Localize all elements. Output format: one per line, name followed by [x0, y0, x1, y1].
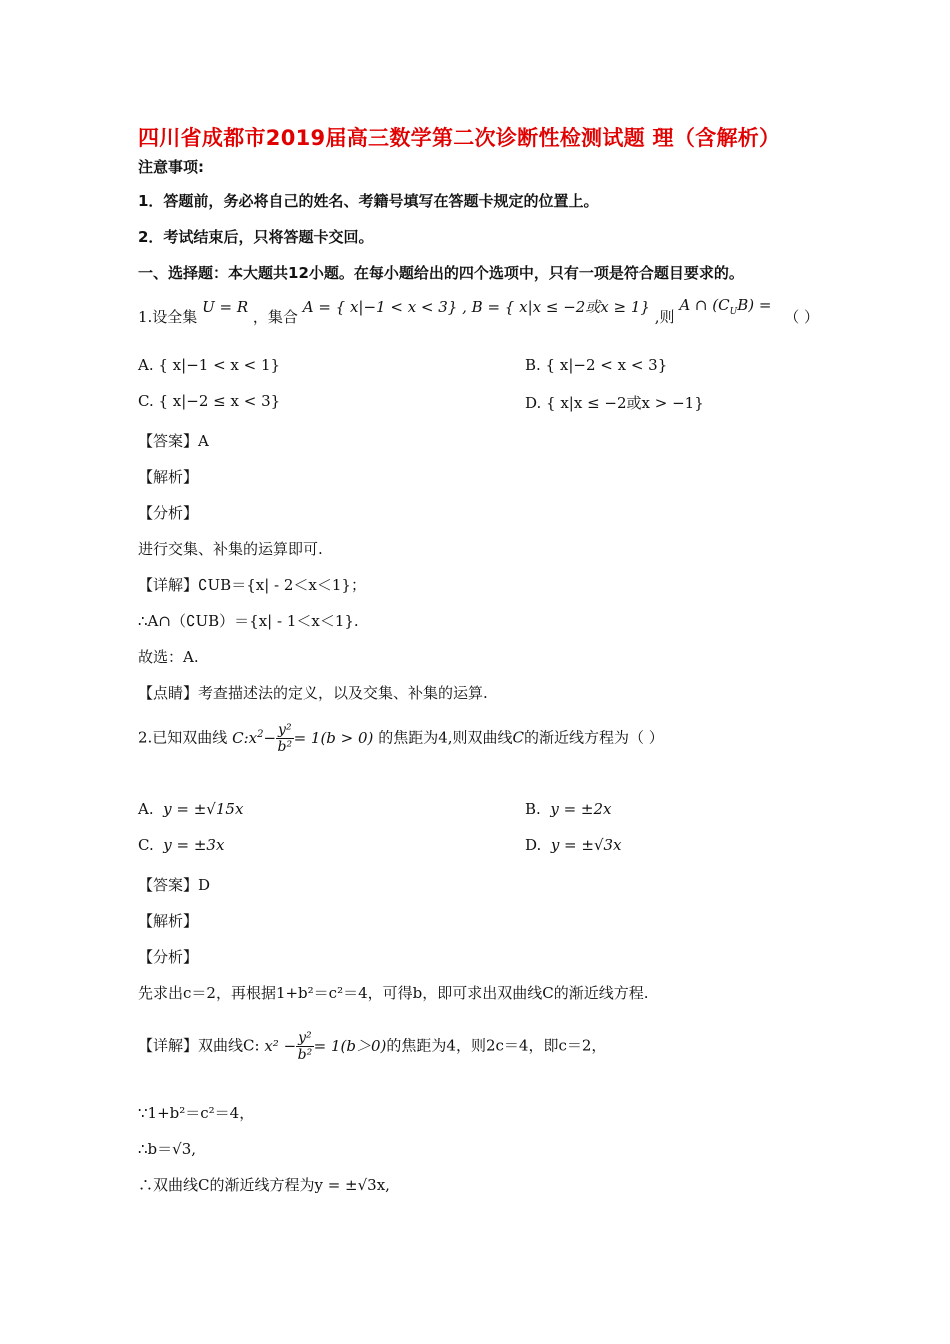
q2-option-a-text: y = ±√15x: [163, 800, 244, 818]
q1-option-d: D. { x|x ≤ −2或x > −1}: [525, 394, 704, 412]
q1-answer-paren: （ ）: [784, 308, 819, 326]
q2-curve-sup: 2: [257, 728, 264, 740]
q1-stem: [138, 296, 819, 329]
q1-expr-start: A ∩ (C: [679, 296, 730, 314]
q2-option-c-label: C.: [138, 836, 154, 854]
q1-then: ,则: [654, 308, 675, 326]
q2-frac-den: b²: [277, 739, 293, 755]
q2-detail-end: 的焦距为4，则2c＝4，即c＝2，: [386, 1036, 607, 1055]
q1-mid: ，集合: [252, 308, 298, 326]
q2-mid: 的焦距为4,则双曲线: [378, 728, 513, 747]
q1-option-a: A. { x|−1 < x < 1}: [138, 356, 281, 374]
q2-line-2: ∴b＝√3,: [138, 1140, 197, 1158]
q2-option-d-label: D.: [525, 836, 542, 854]
q2-curve-minus: −: [263, 728, 277, 747]
q2-option-b: [525, 800, 612, 818]
q1-fenxi-text: 进行交集、补集的运算即可.: [138, 540, 323, 558]
q2-option-a: [138, 800, 243, 818]
q2-prefix: 2.已知双曲线: [138, 728, 228, 747]
q1-set-b: , B = { x|x ≤ −2或x ≥ 1}: [462, 298, 650, 316]
q2-curve-rhs: = 1(b > 0): [293, 728, 374, 747]
q1-detail-2: ∴A∩（∁UB）＝{x| - 1＜x＜1}.: [138, 612, 359, 630]
q2-detail-prefix: 【详解】双曲线C:: [138, 1036, 260, 1055]
q2-detail-frac-den: b²: [297, 1047, 313, 1063]
q2-analysis-label: 【解析】: [138, 912, 199, 930]
q2-option-c-text: y = ±3x: [163, 836, 225, 854]
q1-set-a: A = { x|−1 < x < 3}: [302, 298, 458, 316]
q2-answer: 【答案】D: [138, 876, 211, 894]
note-1: 1．答题前，务必将自己的姓名、考籍号填写在答题卡规定的位置上。: [138, 192, 599, 210]
q2-detail-lhs: x² −: [264, 1036, 297, 1055]
q2-option-d: [525, 836, 622, 854]
document-title: 四川省成都市2019届高三数学第二次诊断性检测试题 理（含解析）: [138, 126, 781, 150]
q1-fenxi-label: 【分析】: [138, 504, 199, 522]
q1-universal-set: U = R: [202, 298, 249, 316]
q2-detail-equation: [264, 1030, 387, 1063]
q2-fraction: [276, 722, 294, 755]
q2-option-b-label: B.: [525, 800, 541, 818]
q1-dianjing: 【点睛】考查描述法的定义，以及交集、补集的运算.: [138, 684, 488, 702]
q2-curve-equation: [232, 722, 374, 755]
q1-option-b: B. { x|−2 < x < 3}: [525, 356, 668, 374]
q2-detail-frac-num: y²: [298, 1030, 312, 1046]
q2-detail-rhs: = 1(b＞0): [313, 1036, 387, 1055]
q1-expr-sub: U: [729, 307, 738, 317]
q2-option-d-text: y = ±√3x: [550, 836, 622, 854]
q1-expr-end: B) =: [737, 296, 772, 314]
q1-answer: 【答案】A: [138, 432, 209, 450]
q2-fenxi-text: 先求出c＝2，再根据1+b²＝c²＝4，可得b，即可求出双曲线C的渐近线方程.: [138, 984, 649, 1002]
q1-option-c: C. { x|−2 ≤ x < 3}: [138, 392, 281, 410]
q2-end: 的渐近线方程为（ ）: [524, 728, 664, 747]
q2-line-1: ∵1+b²＝c²＝4，: [138, 1104, 255, 1122]
q2-option-c: [138, 836, 224, 854]
q2-stem: [138, 722, 664, 755]
q1-expression: [679, 296, 772, 317]
q1-analysis-label: 【解析】: [138, 468, 199, 486]
q2-c: C: [512, 728, 524, 747]
q2-frac-num: y²: [278, 722, 292, 738]
section-heading: 一、选择题：本大题共12小题。在每小题给出的四个选项中，只有一项是符合题目要求的。: [138, 264, 744, 282]
q2-line-3: ∴双曲线C的渐近线方程为y = ±√3x,: [138, 1176, 390, 1194]
notes-heading: 注意事项:: [138, 158, 204, 176]
q2-fenxi-label: 【分析】: [138, 948, 199, 966]
q2-detail-fraction: [296, 1030, 314, 1063]
q1-detail-3: 故选：A.: [138, 648, 199, 666]
q2-option-a-label: A.: [138, 800, 154, 818]
note-2: 2．考试结束后，只将答题卡交回。: [138, 228, 374, 246]
q2-curve-lhs: C:x: [232, 728, 258, 747]
q2-detail: [138, 1030, 606, 1063]
q2-option-b-text: y = ±2x: [550, 800, 612, 818]
q1-prefix: 1.设全集: [138, 308, 198, 326]
q1-detail-1: 【详解】∁UB＝{x| - 2＜x＜1}；: [138, 576, 366, 594]
